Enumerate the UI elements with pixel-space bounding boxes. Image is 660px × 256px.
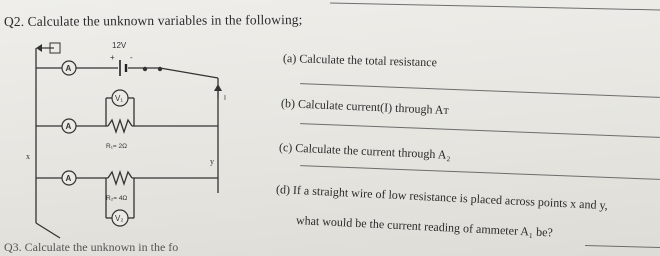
resistor-1-label: R₁= 2Ω — [106, 143, 127, 150]
ammeter-top-label: A — [65, 64, 72, 73]
battery-plus: + — [110, 53, 115, 62]
ammeter-bottom-label: A — [65, 174, 72, 183]
switch-contact-left — [143, 67, 147, 71]
voltmeter-2-label: V₂ — [115, 214, 124, 223]
answer-line-b — [300, 123, 660, 138]
question-title: Q2. Calculate the unknown variables in the following; — [3, 11, 303, 30]
node-x-label: x — [26, 152, 30, 161]
next-question-fragment: Q3. Calculate the unknown in the fo — [4, 240, 179, 254]
ammeter-bottom — [62, 171, 76, 185]
node-y-label: y — [210, 157, 214, 166]
part-a-text: (a) Calculate the total resistance — [282, 51, 438, 70]
current-label: I — [224, 95, 226, 102]
answer-line-a — [300, 83, 660, 98]
resistor-2-label: R₂= 4Ω — [106, 195, 128, 202]
battery-minus: - — [130, 53, 133, 62]
part-c-text: (c) Calculate the current through A₂ — [278, 140, 451, 162]
current-arrow-left — [36, 43, 60, 53]
current-arrow-right — [214, 84, 226, 102]
part-d-text-line2: what would be the current reading of ammeter A₁ be? — [295, 213, 554, 240]
ammeter-top — [62, 61, 76, 75]
ammeter-middle-label: A — [65, 122, 72, 131]
circuit-diagram — [20, 28, 235, 238]
ammeter-middle — [62, 119, 76, 133]
battery-symbol — [110, 41, 133, 76]
part-d-text-line1: (d) If a straight wire of low resistance is placed across points x and y, — [275, 182, 609, 213]
voltmeter-1 — [112, 90, 128, 106]
answer-line-top — [330, 3, 660, 11]
battery-label: 12V — [112, 41, 127, 50]
voltmeter-1-label: V₁ — [115, 94, 124, 103]
answer-line-d — [585, 245, 660, 248]
answer-line-c — [300, 165, 660, 180]
part-b-text: (b) Calculate current(I) through Aᴛ — [280, 96, 450, 118]
voltmeter-2 — [112, 210, 128, 226]
switch-contact-right — [158, 67, 162, 71]
